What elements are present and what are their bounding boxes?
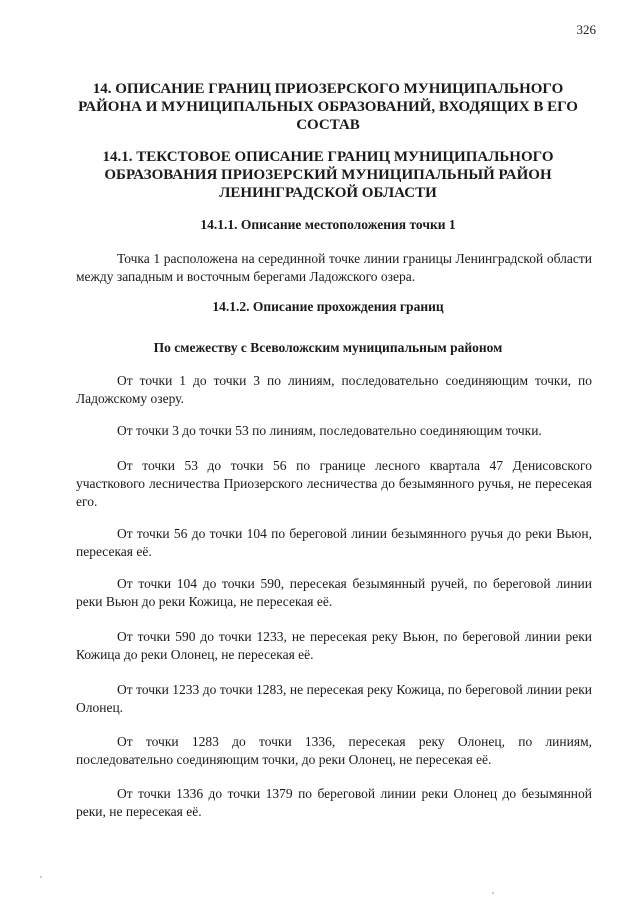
boundary-paragraph: От точки 53 до точки 56 по границе лесного квартала 47 Денисовского участкового лесничества Приозерского лесничества до безымянного ручья, не пересекая его. <box>76 458 592 509</box>
section-1411-heading: 14.1.1. Описание местоположения точки 1 <box>200 217 456 232</box>
page-number: 326 <box>576 22 596 37</box>
boundary-paragraph: От точки 1 до точки 3 по линиям, последовательно соединяющим точки, по Ладожскому озеру. <box>76 373 592 406</box>
boundary-paragraph: От точки 1336 до точки 1379 по береговой линии реки Олонец до безымянной реки, не пересекая её. <box>76 786 592 819</box>
boundary-paragraph: От точки 104 до точки 590, пересекая безымянный ручей, по береговой линии реки Вьюн до реки Кожица, не пересекая её. <box>76 576 592 609</box>
boundary-paragraph: От точки 1283 до точки 1336, пересекая реку Олонец, по линиям, последовательно соединяющим точки, до реки Олонец, не пересекая её. <box>76 734 592 767</box>
document-subtitle: 14.1. ТЕКСТОВОЕ ОПИСАНИЕ ГРАНИЦ МУНИЦИПАЛЬНОГО ОБРАЗОВАНИЯ ПРИОЗЕРСКИЙ МУНИЦИПАЛЬНЫЙ РАЙОН ЛЕНИНГРАДСКОЙ ОБЛАСТИ <box>102 149 554 201</box>
scan-speck <box>492 892 494 894</box>
boundary-paragraph: От точки 1233 до точки 1283, не пересекая реку Кожица, по береговой линии реки Олонец. <box>76 682 592 715</box>
adjacency-subheading: По смежеству с Всеволожским муниципальным районом <box>153 340 503 355</box>
section-1412-heading: 14.1.2. Описание прохождения границ <box>212 299 444 314</box>
boundary-paragraph: От точки 56 до точки 104 по береговой линии безымянного ручья до реки Вьюн, пересекая её. <box>76 526 592 559</box>
scan-speck <box>40 876 42 878</box>
point-1-location-paragraph: Точка 1 расположена на серединной точке линии границы Ленинградской области между западным и восточным берегами Ладожского озера. <box>76 251 592 284</box>
boundary-paragraph: От точки 3 до точки 53 по линиям, последовательно соединяющим точки. <box>117 423 542 438</box>
boundary-paragraph: От точки 590 до точки 1233, не пересекая реку Вьюн, по береговой линии реки Кожица до реки Олонец, не пересекая её. <box>76 629 592 662</box>
document-title: 14. ОПИСАНИЕ ГРАНИЦ ПРИОЗЕРСКОГО МУНИЦИПАЛЬНОГО РАЙОНА И МУНИЦИПАЛЬНЫХ ОБРАЗОВАНИЙ, ВХОДЯЩИХ В ЕГО СОСТАВ <box>78 81 578 133</box>
